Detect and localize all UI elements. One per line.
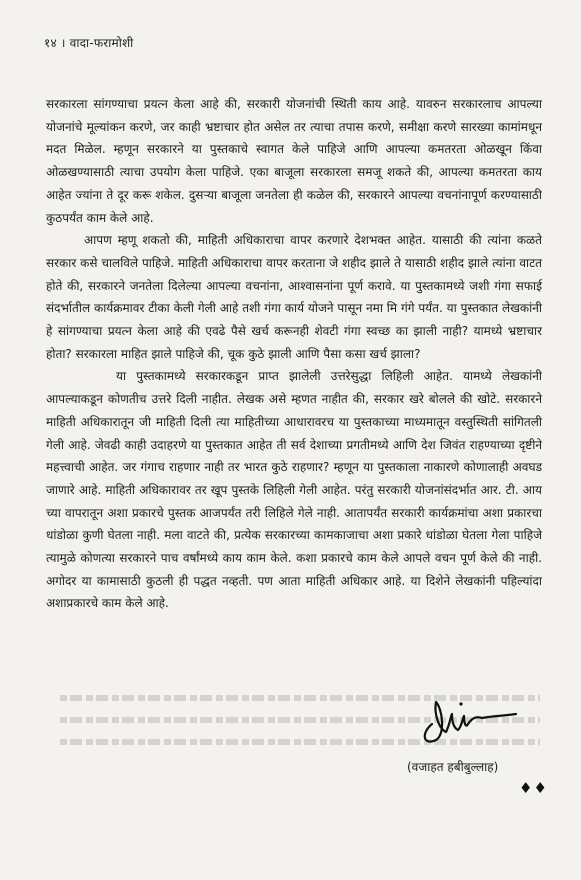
paragraph-1: सरकारला सांगण्याचा प्रयत्न केला आहे की, सरकारी योजनांची स्थिती काय आहे. यावरुन सरकारलाच आपल्या योजनांचे मूल्यांकन करणे, जर काही भ्रष्टाचार होत असेल तर त्याचा तपास करणे, समीक्षा करणे सारख्या कामांमधून मदत मिळेल. म्हणून सरकारने या पुस्तकाचे स्वागत केले पाहिजे आणि आपल्या कमतरता ओळखून किंवा ओळखण्यासाठी त्याचा उपयोग केला पाहिजे. एका बाजूला सरकारला समजू शकते की, आपल्या कमतरता काय आहेत ज्यांना ते दूर करू शकेल. दुसऱ्या बाजूला जनतेला ही कळेल की, सरकारने आपल्या वचनांनापूर्ण करण्यासाठी कुठपर्यंत काम केले आहे. [46, 97, 542, 225]
page-header: १४ । वादा-फरामोशी [44, 36, 134, 50]
paragraph-2: आपण म्हणू शकतो की, माहिती अधिकाराचा वापर करणारे देशभक्त आहेत. यासाठी की त्यांना कळते सरकार कसे चालविले पाहिजे. माहिती अधिकाराचा वापर करताना जे शहीद झाले ते यासाठी शहीद झाले त्यांना वाटत होते की, सरकारने जनतेला दिलेल्या आपल्या वचनांना, आश्वासनांना पूर्ण करावे. या पुस्तकामध्ये जशी गंगा सफाई संदर्भातील कार्यक्रमावर टीका केली गेली आहे तशी गंगा कार्य योजने पासून नमा मि गंगे पर्यंत. या पुस्तकात लेखकांनी हे सांगण्याचा प्रयत्न केला आहे की एवढे पैसे खर्च करूनही शेवटी गंगा स्वच्छ का झाली नाही? यामध्ये भ्रष्टाचार होता? सरकारला माहित झाले पाहिजे की, चूक कुठे झाली आणि पैसा कसा खर्च झाला? [46, 233, 542, 361]
body-text [46, 93, 542, 615]
handwritten-signature [412, 694, 522, 750]
paragraph-3: या पुस्तकामध्ये सरकारकडून प्राप्त झालेली उत्तरेसुद्धा लिहिली आहेत. यामध्ये लेखकांनी आपल्याकडून कोणतीच उत्तरे दिली नाहीत. लेखक असे म्हणत नाहीत की, सरकार खरे बोलले की खोटे. सरकारने माहिती अधिकारातून जी माहिती दिली त्या माहितीच्या आधारावरच या पुस्तकाच्या माध्यमातून वस्तुस्थिती सांगितली गेली आहे. जेवढी काही उदाहरणे या पुस्तकात आहेत ती सर्व देशाच्या प्रगतीमध्ये आणि देश जिवंत राहण्याच्या दृष्टीने महत्त्वाची आहेत. जर गंगाच राहणार नाही तर भारत कुठे राहणार? म्हणून या पुस्तकाला नाकारणे कोणालाही अवघड जाणारे आहे. माहिती अधिकारावर तर खूप पुस्तके लिहिली गेली आहेत. परंतु सरकारी योजनांसंदर्भात आर. टी. आय च्या वापरातून अशा प्रकारचे पुस्तक आजपर्यंत तरी लिहिले गेले नाही. आतापर्यंत सरकारी कार्यक्रमांचा अशा प्रकारचा धांडोळा कुणी घेतला नाही. मला वाटते की, प्रत्येक सरकारच्या कामकाजाचा अशा प्रकारे धांडोळा घेतला गेला पाहिजे त्यामुळे कोणत्या सरकारने पाच वर्षांमध्ये काय काम केले. कशा प्रकारचे काम केले आपले वचन पूर्ण केले की नाही. अगोदर या कामासाठी कुठली ही पद्धत नव्हती. पण आता माहिती अधिकार आहे. या दिशेने लेखकांनी पहिल्यांदा अशाप्रकारचे काम केले आहे. [46, 369, 542, 611]
ornament-diamonds: ♦♦ [519, 779, 548, 797]
author-name: (वजाहत हबीबुल्लाह) [407, 760, 499, 774]
